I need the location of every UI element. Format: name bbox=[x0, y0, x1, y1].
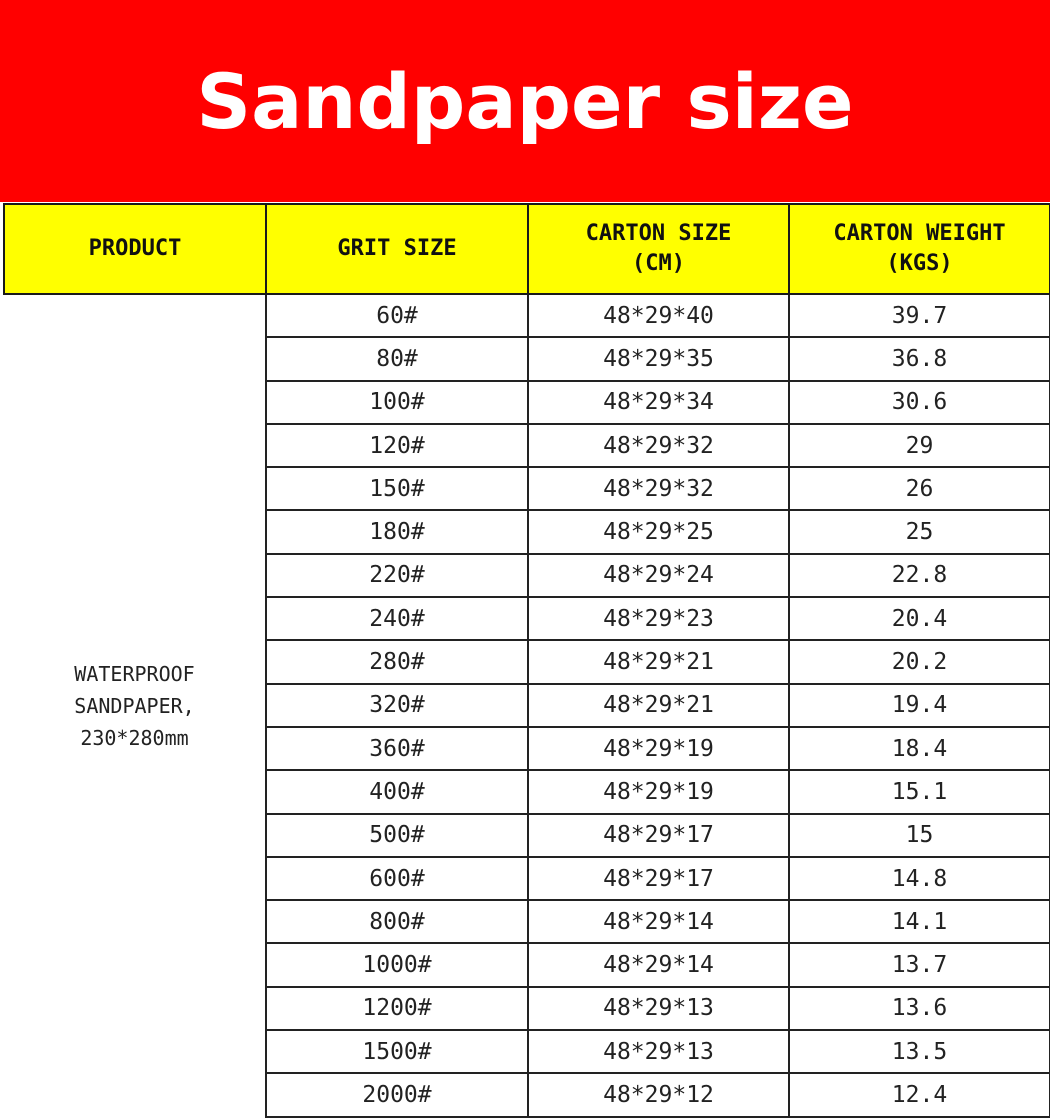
product-line: 230*280mm bbox=[80, 725, 189, 750]
carton-weight-cell: 13.7 bbox=[789, 943, 1050, 986]
carton-weight-cell: 29 bbox=[789, 424, 1050, 467]
header-grit-label: GRIT SIZE bbox=[337, 236, 457, 261]
carton-size-cell: 48*29*21 bbox=[528, 684, 789, 727]
header-carton-weight-line1: CARTON WEIGHT bbox=[833, 221, 1006, 246]
table-row bbox=[4, 294, 1050, 337]
grit-cell: 100# bbox=[266, 381, 528, 424]
header-carton-size-line2: (CM) bbox=[632, 251, 685, 276]
page-title: Sandpaper size bbox=[196, 56, 854, 146]
grit-cell: 600# bbox=[266, 857, 528, 900]
carton-weight-cell: 12.4 bbox=[789, 1073, 1050, 1116]
carton-size-cell: 48*29*17 bbox=[528, 857, 789, 900]
carton-weight-cell: 13.6 bbox=[789, 987, 1050, 1030]
grit-cell: 150# bbox=[266, 467, 528, 510]
carton-size-cell: 48*29*34 bbox=[528, 381, 789, 424]
carton-weight-cell: 15 bbox=[789, 814, 1050, 857]
carton-size-cell: 48*29*14 bbox=[528, 943, 789, 986]
grit-cell: 220# bbox=[266, 554, 528, 597]
grit-cell: 60# bbox=[266, 294, 528, 337]
carton-weight-cell: 30.6 bbox=[789, 381, 1050, 424]
carton-size-cell: 48*29*23 bbox=[528, 597, 789, 640]
grit-cell: 80# bbox=[266, 337, 528, 380]
carton-weight-cell: 25 bbox=[789, 510, 1050, 553]
carton-weight-cell: 26 bbox=[789, 467, 1050, 510]
product-line: WATERPROOF bbox=[74, 661, 195, 686]
header-product bbox=[4, 204, 266, 294]
grit-cell: 500# bbox=[266, 814, 528, 857]
header-carton-weight bbox=[789, 204, 1050, 294]
grit-cell: 1500# bbox=[266, 1030, 528, 1073]
carton-size-cell: 48*29*32 bbox=[528, 424, 789, 467]
grit-cell: 180# bbox=[266, 510, 528, 553]
carton-size-cell: 48*29*35 bbox=[528, 337, 789, 380]
header-carton-size bbox=[528, 204, 789, 294]
carton-weight-cell: 18.4 bbox=[789, 727, 1050, 770]
header-grit-size bbox=[266, 204, 528, 294]
carton-weight-cell: 36.8 bbox=[789, 337, 1050, 380]
header-carton-weight-line2: (KGS) bbox=[886, 251, 953, 276]
header-product-label: PRODUCT bbox=[88, 236, 182, 261]
sandpaper-spec-table bbox=[3, 203, 1050, 1118]
carton-size-cell: 48*29*19 bbox=[528, 727, 789, 770]
carton-weight-cell: 14.1 bbox=[789, 900, 1050, 943]
carton-size-cell: 48*29*32 bbox=[528, 467, 789, 510]
carton-size-cell: 48*29*13 bbox=[528, 987, 789, 1030]
carton-weight-cell: 39.7 bbox=[789, 294, 1050, 337]
carton-size-cell: 48*29*40 bbox=[528, 294, 789, 337]
header-row bbox=[4, 204, 1050, 294]
carton-weight-cell: 22.8 bbox=[789, 554, 1050, 597]
header-carton-size-line1: CARTON SIZE bbox=[585, 221, 732, 246]
grit-cell: 2000# bbox=[266, 1073, 528, 1116]
grit-cell: 1200# bbox=[266, 987, 528, 1030]
grit-cell: 360# bbox=[266, 727, 528, 770]
carton-size-cell: 48*29*13 bbox=[528, 1030, 789, 1073]
carton-size-cell: 48*29*19 bbox=[528, 770, 789, 813]
carton-weight-cell: 14.8 bbox=[789, 857, 1050, 900]
carton-size-cell: 48*29*12 bbox=[528, 1073, 789, 1116]
carton-weight-cell: 13.5 bbox=[789, 1030, 1050, 1073]
carton-size-cell: 48*29*14 bbox=[528, 900, 789, 943]
grit-cell: 320# bbox=[266, 684, 528, 727]
grit-cell: 800# bbox=[266, 900, 528, 943]
grit-cell: 400# bbox=[266, 770, 528, 813]
grit-cell: 120# bbox=[266, 424, 528, 467]
carton-size-cell: 48*29*24 bbox=[528, 554, 789, 597]
carton-size-cell: 48*29*25 bbox=[528, 510, 789, 553]
grit-cell: 1000# bbox=[266, 943, 528, 986]
grit-cell: 280# bbox=[266, 640, 528, 683]
product-cell bbox=[4, 294, 266, 1117]
title-banner bbox=[0, 0, 1050, 202]
carton-weight-cell: 20.4 bbox=[789, 597, 1050, 640]
carton-weight-cell: 15.1 bbox=[789, 770, 1050, 813]
product-line: SANDPAPER, bbox=[74, 693, 195, 718]
carton-size-cell: 48*29*21 bbox=[528, 640, 789, 683]
carton-weight-cell: 19.4 bbox=[789, 684, 1050, 727]
carton-size-cell: 48*29*17 bbox=[528, 814, 789, 857]
grit-cell: 240# bbox=[266, 597, 528, 640]
carton-weight-cell: 20.2 bbox=[789, 640, 1050, 683]
